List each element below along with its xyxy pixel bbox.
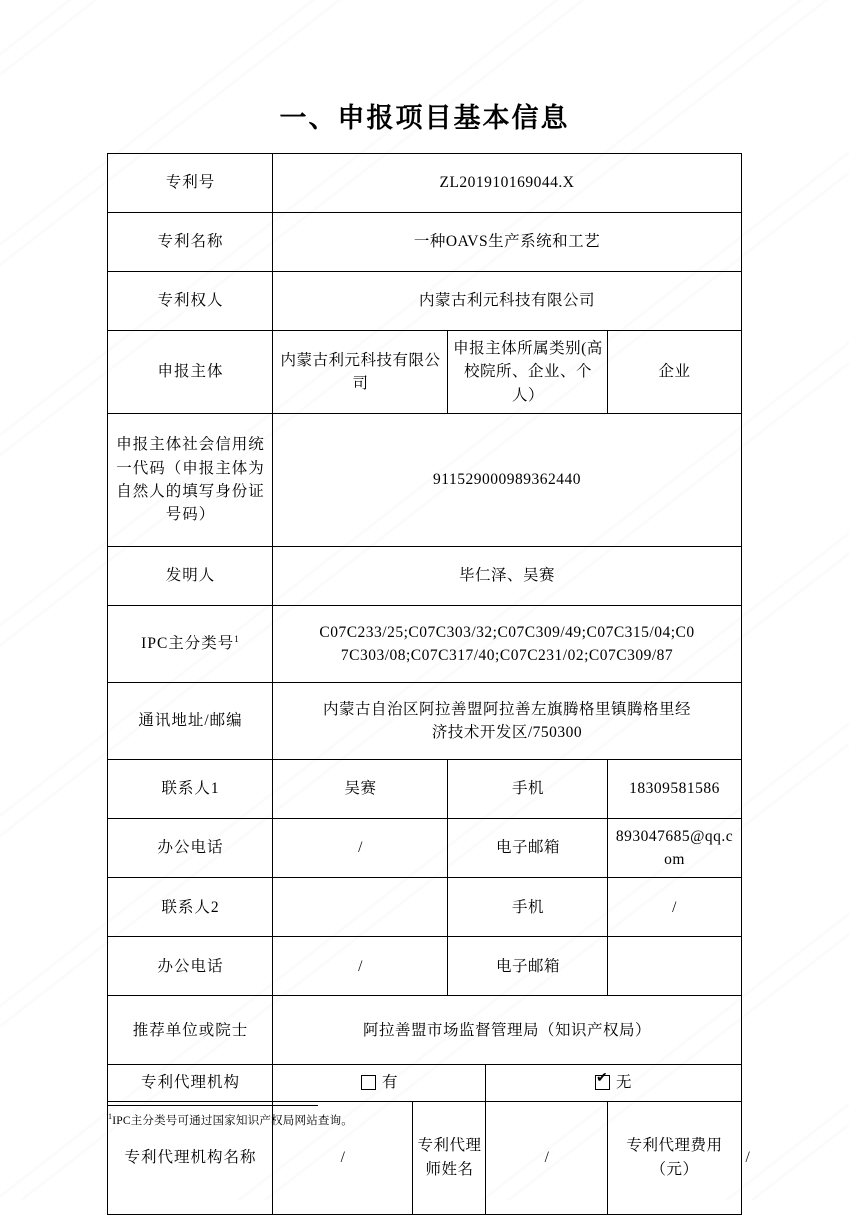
table-row (108, 1065, 741, 1101)
table-row (108, 154, 741, 213)
office-phone1-label: 办公电话 (108, 818, 273, 878)
contact2-label: 联系人2 (108, 878, 273, 937)
table-row (108, 878, 741, 937)
footnote-marker: 1 (108, 1112, 113, 1122)
patentee-label: 专利权人 (108, 272, 273, 331)
address-value-line1: 内蒙古自治区阿拉善盟阿拉善左旗腾格里镇腾格里经 (322, 700, 691, 718)
ipc-label-text: IPC主分类号 (141, 635, 235, 653)
table-row (108, 682, 741, 759)
agency-name-value: / (273, 1101, 413, 1214)
checkbox-checked-icon[interactable] (595, 1075, 610, 1090)
table-row (108, 272, 741, 331)
agency-option-yes-label: 有 (381, 1074, 398, 1092)
recommender-label: 推荐单位或院士 (108, 996, 273, 1065)
credit-code-value: 911529000989362440 (273, 413, 741, 546)
address-value-line2: 济技术开发区/750300 (431, 723, 583, 741)
credit-code-label: 申报主体社会信用统一代码（申报主体为自然人的填写身份证号码） (108, 413, 273, 546)
applicant-value: 内蒙古利元科技有限公司 (273, 331, 448, 414)
footnote-text (108, 1112, 748, 1128)
table-row (108, 413, 741, 546)
contact1-mobile-value: 18309581586 (608, 759, 741, 818)
email2-value (608, 937, 741, 996)
email2-label: 电子邮箱 (448, 937, 608, 996)
table-row: 专利代理机构名称 / 专利代理师姓名 / 专利代理费用（元） / (108, 1101, 741, 1214)
patentee-value: 内蒙古利元科技有限公司 (273, 272, 741, 331)
ipc-label (108, 605, 273, 682)
contact2-mobile-label: 手机 (448, 878, 608, 937)
agency-option-no-label: 无 (615, 1074, 632, 1092)
patent-name-label: 专利名称 (108, 213, 273, 272)
contact2-name (273, 878, 448, 937)
applicant-category-value: 企业 (608, 331, 741, 414)
table-row (108, 213, 741, 272)
table-row (108, 996, 741, 1065)
address-value (273, 682, 741, 759)
agent-name-label: 专利代理师姓名 (413, 1101, 486, 1214)
applicant-label: 申报主体 (108, 331, 273, 414)
ipc-value-line1: C07C233/25;C07C303/32;C07C309/49;C07C315/04;C0 (319, 623, 695, 641)
agency-fee-label: 专利代理费用（元） (608, 1101, 741, 1214)
email1-label: 电子邮箱 (448, 818, 608, 878)
email1-value: 893047685@qq.com (608, 818, 741, 878)
agency-label: 专利代理机构 (108, 1065, 273, 1101)
table-row (108, 759, 741, 818)
footnote-body: IPC主分类号可通过国家知识产权局网站查询。 (112, 1115, 353, 1127)
inventor-value: 毕仁泽、吴赛 (273, 546, 741, 605)
page-title: 一、申报项目基本信息 (279, 103, 570, 133)
table-row (108, 937, 741, 996)
table-row (108, 331, 741, 414)
ipc-value-line2: 7C303/08;C07C317/40;C07C231/02;C07C309/87 (340, 646, 674, 664)
footnote-divider (108, 1105, 318, 1106)
patent-number-label: 专利号 (108, 154, 273, 213)
patent-number-value: ZL201910169044.X (273, 154, 741, 213)
checkbox-unchecked-icon[interactable] (361, 1075, 376, 1090)
application-info-table (107, 153, 751, 1215)
inventor-label: 发明人 (108, 546, 273, 605)
ipc-footnote-marker: 1 (234, 633, 240, 644)
agency-option-yes[interactable] (273, 1065, 486, 1101)
contact2-mobile-value: / (608, 878, 741, 937)
footnote-block (108, 1105, 748, 1128)
contact1-mobile-label: 手机 (448, 759, 608, 818)
address-label: 通讯地址/邮编 (108, 682, 273, 759)
table-row (108, 605, 741, 682)
ipc-value (273, 605, 741, 682)
contact1-label: 联系人1 (108, 759, 273, 818)
recommender-value: 阿拉善盟市场监督管理局（知识产权局） (273, 996, 741, 1065)
contact1-name: 吴赛 (273, 759, 448, 818)
agency-name-label: 专利代理机构名称 (108, 1101, 273, 1214)
office-phone1-value: / (273, 818, 448, 878)
office-phone2-value: / (273, 937, 448, 996)
table-row (108, 818, 741, 878)
office-phone2-label: 办公电话 (108, 937, 273, 996)
patent-name-value: 一种OAVS生产系统和工艺 (273, 213, 741, 272)
table-row (108, 546, 741, 605)
agency-option-no[interactable] (486, 1065, 741, 1101)
applicant-category-label: 申报主体所属类别(高校院所、企业、个人） (448, 331, 608, 414)
agent-name-value: / (486, 1101, 608, 1214)
